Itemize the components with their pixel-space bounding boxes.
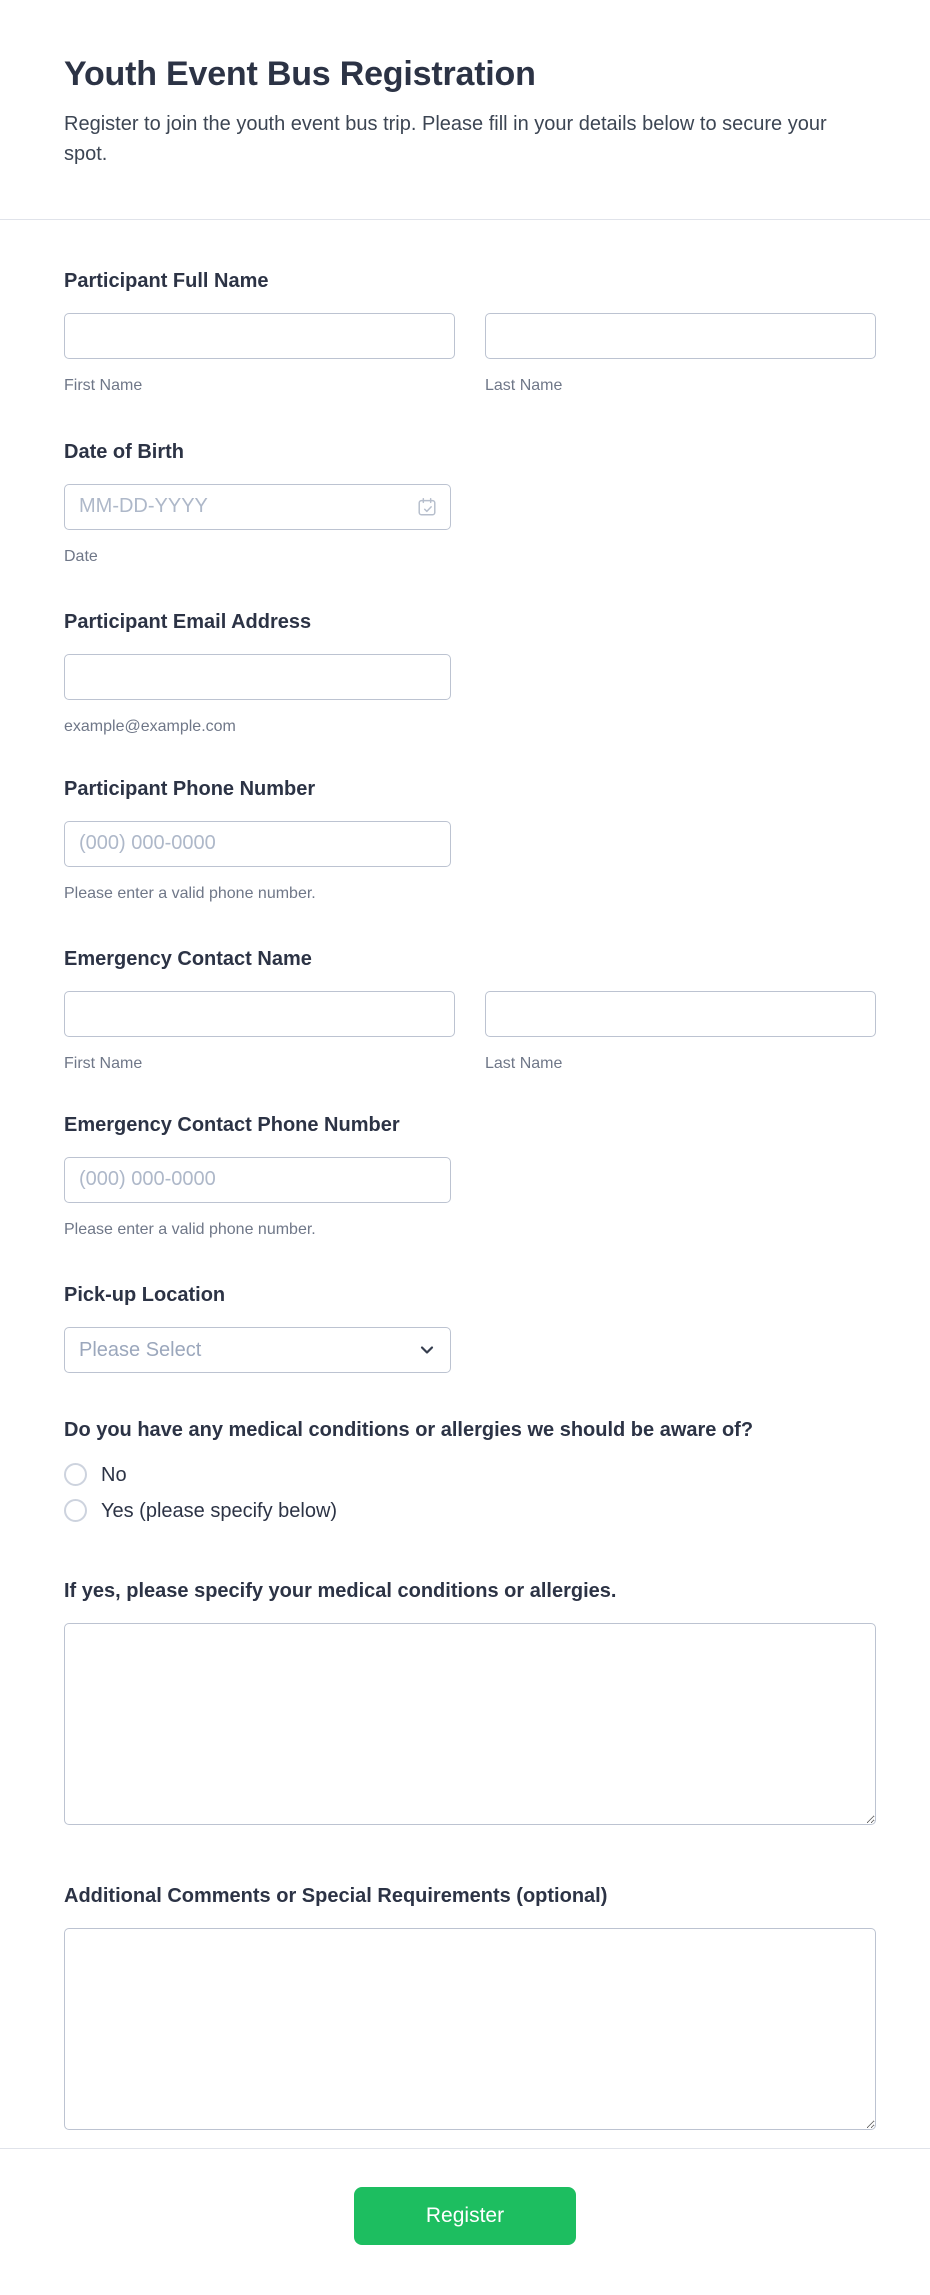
emergency-phone-input[interactable]: [64, 1157, 451, 1203]
medical-option-no[interactable]: [64, 1462, 876, 1488]
field-emergency-phone: [64, 1113, 876, 1239]
phone-input[interactable]: [64, 821, 451, 867]
email-input[interactable]: [64, 654, 451, 700]
medical-option-yes-label: Yes (please specify below): [101, 1499, 338, 1522]
field-pickup-location: [64, 1283, 876, 1373]
participant-first-name-sublabel: First Name: [64, 376, 143, 394]
form-header: [0, 0, 930, 219]
medical-option-yes[interactable]: [64, 1498, 876, 1524]
comments-label: Additional Comments or Special Requirements (optional): [64, 1884, 608, 1907]
field-medical-question: [64, 1418, 876, 1524]
emergency-name-label: Emergency Contact Name: [64, 947, 312, 970]
form-subtitle: Register to join the youth event bus trip. Please fill in your details below to secure your spot.: [64, 112, 827, 165]
field-comments: [64, 1884, 876, 2130]
field-phone: [64, 777, 876, 903]
emergency-phone-label: Emergency Contact Phone Number: [64, 1113, 400, 1136]
email-sublabel: example@example.com: [64, 717, 236, 735]
phone-sublabel: Please enter a valid phone number.: [64, 884, 316, 902]
field-dob: [64, 440, 876, 566]
participant-last-name-input[interactable]: [485, 313, 876, 359]
medical-option-no-label: No: [101, 1463, 127, 1486]
participant-first-name-input[interactable]: [64, 313, 455, 359]
email-label: Participant Email Address: [64, 610, 312, 633]
form-title: Youth Event Bus Registration: [64, 55, 536, 93]
medical-details-textarea[interactable]: [64, 1623, 876, 1825]
dob-label: Date of Birth: [64, 440, 184, 463]
field-medical-details: [64, 1579, 876, 1825]
field-participant-name: [64, 269, 876, 395]
comments-textarea[interactable]: [64, 1928, 876, 2130]
medical-radio-group: [64, 1462, 876, 1524]
dob-sublabel: Date: [64, 547, 98, 565]
form-body: [0, 220, 930, 2148]
dob-input[interactable]: [64, 484, 451, 530]
medical-radio-yes[interactable]: [64, 1499, 87, 1522]
register-button[interactable]: Register: [354, 2187, 576, 2245]
medical-radio-no[interactable]: [64, 1463, 87, 1486]
medical-details-label: If yes, please specify your medical conditions or allergies.: [64, 1579, 617, 1602]
form-footer: [0, 2149, 930, 2295]
emergency-phone-sublabel: Please enter a valid phone number.: [64, 1220, 316, 1238]
pickup-select[interactable]: [64, 1327, 451, 1373]
emergency-first-name-input[interactable]: [64, 991, 455, 1037]
emergency-first-name-sublabel: First Name: [64, 1054, 143, 1072]
participant-name-label: Participant Full Name: [64, 269, 269, 292]
phone-label: Participant Phone Number: [64, 777, 316, 800]
emergency-last-name-sublabel: Last Name: [485, 1054, 563, 1072]
participant-last-name-sublabel: Last Name: [485, 376, 563, 394]
field-email: [64, 610, 876, 736]
emergency-last-name-input[interactable]: [485, 991, 876, 1037]
medical-question-label: Do you have any medical conditions or allergies we should be aware of?: [64, 1418, 754, 1441]
field-emergency-name: [64, 947, 876, 1073]
pickup-location-label: Pick-up Location: [64, 1283, 226, 1306]
